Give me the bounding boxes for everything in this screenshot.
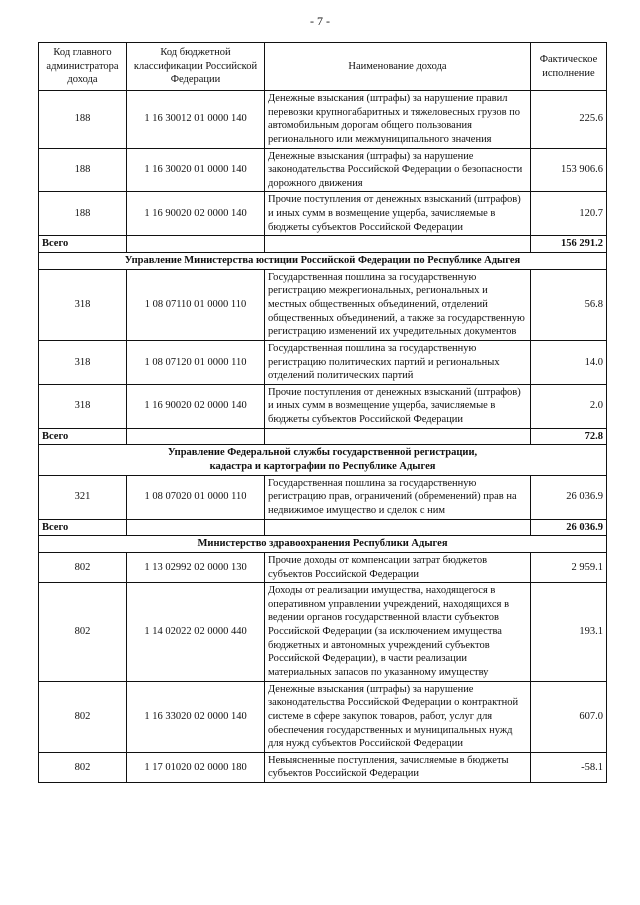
table-row bbox=[39, 91, 607, 149]
total-amount: 26 036.9 bbox=[531, 519, 607, 536]
admin-code: 318 bbox=[39, 340, 127, 384]
total-row bbox=[39, 236, 607, 253]
section-title-line: кадастра и картографии по Республике Адыгея bbox=[209, 461, 436, 473]
admin-code: 188 bbox=[39, 148, 127, 192]
budget-code: 1 16 30020 01 0000 140 bbox=[127, 148, 265, 192]
section-header-row bbox=[39, 253, 607, 270]
table-row bbox=[39, 752, 607, 782]
total-amount: 156 291.2 bbox=[531, 236, 607, 253]
admin-code: 802 bbox=[39, 552, 127, 582]
amount: 14.0 bbox=[531, 340, 607, 384]
table-row bbox=[39, 269, 607, 340]
admin-code: 318 bbox=[39, 269, 127, 340]
amount: 2 959.1 bbox=[531, 552, 607, 582]
revenue-table bbox=[38, 42, 607, 783]
section-title: Управление Министерства юстиции Российской Федерации по Республике Адыгея bbox=[39, 253, 607, 270]
empty-cell bbox=[265, 519, 531, 536]
budget-code: 1 17 01020 02 0000 180 bbox=[127, 752, 265, 782]
budget-code: 1 16 90020 02 0000 140 bbox=[127, 384, 265, 428]
income-name: Прочие поступления от денежных взысканий (штрафов) и иных сумм в возмещение ущерба, зачисляемые в бюджеты субъектов Российской Федерации bbox=[265, 384, 531, 428]
amount: 26 036.9 bbox=[531, 475, 607, 519]
total-label: Всего bbox=[39, 519, 127, 536]
table-header-row bbox=[39, 43, 607, 91]
empty-cell bbox=[127, 519, 265, 536]
amount: 2.0 bbox=[531, 384, 607, 428]
income-name: Прочие доходы от компенсации затрат бюджетов субъектов Российской Федерации bbox=[265, 552, 531, 582]
budget-code: 1 16 33020 02 0000 140 bbox=[127, 681, 265, 752]
admin-code: 802 bbox=[39, 681, 127, 752]
empty-cell bbox=[265, 236, 531, 253]
table-row bbox=[39, 681, 607, 752]
budget-code: 1 08 07120 01 0000 110 bbox=[127, 340, 265, 384]
income-name: Доходы от реализации имущества, находящегося в оперативном управлении учреждений, находящихся в ведении органов государственной власти субъектов Российской Федерации (за исключением имущества бюджетных и автономных учреждений субъектов Российской Федерации), в части реализации материальных запасов по указанному имуществу bbox=[265, 583, 531, 681]
total-row bbox=[39, 519, 607, 536]
header-admin: Код главного администратора дохода bbox=[39, 43, 127, 91]
income-name: Денежные взыскания (штрафы) за нарушение правил перевозки крупногабаритных и тяжеловесных грузов по автомобильным дорогам общего пользования регионального или межмуниципального значения bbox=[265, 91, 531, 149]
amount: 56.8 bbox=[531, 269, 607, 340]
income-name: Государственная пошлина за государственную регистрацию межрегиональных, региональных и местных общественных объединений, отделений общественных объединений, а также за государственную регистрацию изменений их учредительных документов bbox=[265, 269, 531, 340]
header-amount: Фактическое исполнение bbox=[531, 43, 607, 91]
admin-code: 802 bbox=[39, 583, 127, 681]
page-number: - 7 - bbox=[310, 14, 330, 28]
section-title-line: Управление Федеральной службы государственной регистрации, bbox=[167, 447, 478, 459]
budget-code: 1 14 02022 02 0000 440 bbox=[127, 583, 265, 681]
admin-code: 188 bbox=[39, 91, 127, 149]
budget-code: 1 13 02992 02 0000 130 bbox=[127, 552, 265, 582]
income-name: Денежные взыскания (штрафы) за нарушение законодательства Российской Федерации о контрактной системе в сфере закупок товаров, работ, услуг для обеспечения государственных и муниципальных нужд для нужд субъектов Российской Федерации bbox=[265, 681, 531, 752]
empty-cell bbox=[127, 428, 265, 445]
admin-code: 802 bbox=[39, 752, 127, 782]
amount: 120.7 bbox=[531, 192, 607, 236]
empty-cell bbox=[265, 428, 531, 445]
section-title bbox=[39, 445, 607, 475]
section-header-row bbox=[39, 536, 607, 553]
table-row bbox=[39, 583, 607, 681]
amount: 193.1 bbox=[531, 583, 607, 681]
amount: 153 906.6 bbox=[531, 148, 607, 192]
admin-code: 188 bbox=[39, 192, 127, 236]
amount: -58.1 bbox=[531, 752, 607, 782]
table-row bbox=[39, 475, 607, 519]
budget-code: 1 16 30012 01 0000 140 bbox=[127, 91, 265, 149]
income-name: Государственная пошлина за государственную регистрацию прав, ограничений (обременений) прав на недвижимое имущество и сделок с ним bbox=[265, 475, 531, 519]
income-name: Денежные взыскания (штрафы) за нарушение законодательства Российской Федерации о безопасности дорожного движения bbox=[265, 148, 531, 192]
header-name: Наименование дохода bbox=[265, 43, 531, 91]
amount: 607.0 bbox=[531, 681, 607, 752]
table-row bbox=[39, 148, 607, 192]
table-row bbox=[39, 384, 607, 428]
section-header-row bbox=[39, 445, 607, 475]
admin-code: 321 bbox=[39, 475, 127, 519]
total-label: Всего bbox=[39, 428, 127, 445]
section-title: Министерство здравоохранения Республики Адыгея bbox=[39, 536, 607, 553]
budget-code: 1 08 07020 01 0000 110 bbox=[127, 475, 265, 519]
total-row bbox=[39, 428, 607, 445]
admin-code: 318 bbox=[39, 384, 127, 428]
income-name: Государственная пошлина за государственную регистрацию политических партий и региональных отделений политических партий bbox=[265, 340, 531, 384]
table-row bbox=[39, 552, 607, 582]
empty-cell bbox=[127, 236, 265, 253]
income-name: Прочие поступления от денежных взысканий (штрафов) и иных сумм в возмещение ущерба, зачисляемые в бюджеты субъектов Российской Федерации bbox=[265, 192, 531, 236]
total-amount: 72.8 bbox=[531, 428, 607, 445]
budget-code: 1 08 07110 01 0000 110 bbox=[127, 269, 265, 340]
income-name: Невыясненные поступления, зачисляемые в бюджеты субъектов Российской Федерации bbox=[265, 752, 531, 782]
header-code: Код бюджетной классификации Российской Федерации bbox=[127, 43, 265, 91]
table-row bbox=[39, 340, 607, 384]
budget-code: 1 16 90020 02 0000 140 bbox=[127, 192, 265, 236]
amount: 225.6 bbox=[531, 91, 607, 149]
table-row bbox=[39, 192, 607, 236]
total-label: Всего bbox=[39, 236, 127, 253]
